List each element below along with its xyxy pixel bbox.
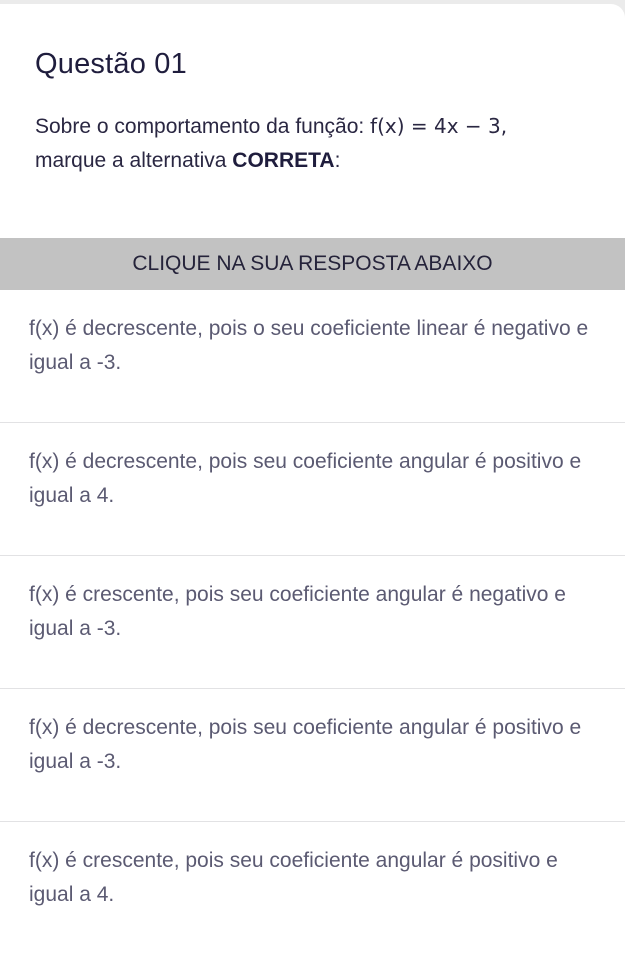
answer-option-2[interactable]: f(x) é decrescente, pois seu coeficiente angular é positivo e igual a 4. — [0, 423, 625, 556]
answer-options-list — [0, 290, 625, 955]
answer-option-5[interactable]: f(x) é crescente, pois seu coeficiente angular é positivo e igual a 4. — [29, 849, 558, 906]
question-emphasis: CORRETA — [232, 149, 335, 172]
question-statement — [35, 109, 590, 178]
answer-option-1[interactable]: f(x) é decrescente, pois o seu coeficiente linear é negativo e igual a -3. — [0, 290, 625, 423]
question-block — [0, 4, 625, 238]
question-card — [0, 4, 625, 957]
answer-instruction: CLIQUE NA SUA RESPOSTA ABAIXO — [132, 252, 493, 275]
answer-option-4[interactable]: f(x) é decrescente, pois seu coeficiente angular é positivo e igual a -3. — [0, 689, 625, 822]
answer-option-3[interactable]: f(x) é crescente, pois seu coeficiente angular é negativo e igual a -3. — [0, 556, 625, 689]
question-title: Questão 01 — [35, 48, 187, 80]
question-text-line2: marque a alternativa — [35, 149, 233, 172]
question-formula: f(x) = 4x − 3, — [370, 114, 508, 138]
answer-instruction-bar — [0, 238, 625, 290]
question-text-end: : — [334, 149, 341, 172]
question-text: Sobre o comportamento da função: — [35, 115, 371, 138]
